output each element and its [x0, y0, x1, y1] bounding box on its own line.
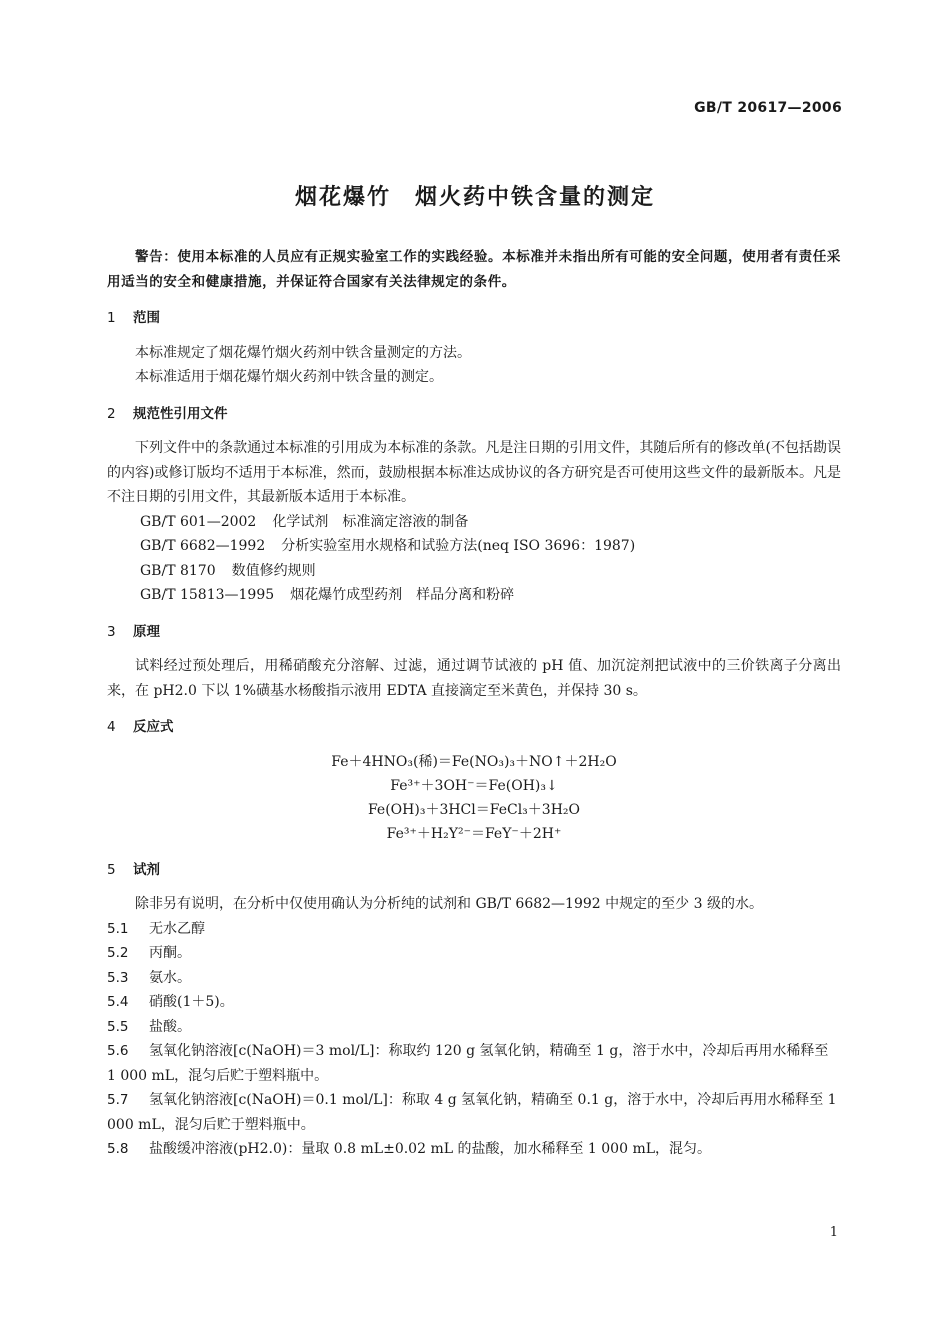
chemical-equation: Fe＋4HNO₃(稀)＝Fe(NO₃)₃＋NO↑＋2H₂O [331, 753, 617, 770]
section-number: 4 [107, 719, 116, 735]
reference-code: GB/T 6682—1992 [140, 538, 266, 554]
item-text: 盐酸。 [149, 1018, 191, 1035]
section-title: 原理 [133, 623, 160, 640]
reference-item [107, 534, 841, 559]
equation-block [107, 750, 841, 846]
section-heading-reaction [107, 715, 841, 740]
reference-item [107, 510, 841, 535]
reagent-item [107, 966, 841, 991]
chemical-equation: Fe³⁺＋H₂Y²⁻＝FeY⁻＋2H⁺ [386, 825, 562, 842]
document-body [107, 245, 841, 1162]
item-number: 5.7 [107, 1092, 129, 1108]
item-text: 氢氧化钠溶液[c(NaOH)＝0.1 mol/L]：称取 4 g 氢氧化钠，精确至 0.1 g，溶于水中，冷却后再用水稀释至 1 000 mL，混匀后贮于塑料瓶中。 [107, 1092, 837, 1133]
section-title: 规范性引用文件 [133, 405, 228, 422]
chemical-equation: Fe³⁺＋3OH⁻＝Fe(OH)₃↓ [390, 777, 558, 794]
item-number: 5.2 [107, 945, 129, 961]
section-number: 5 [107, 861, 116, 878]
section-heading-principle [107, 620, 841, 645]
refs-intro-paragraph: 下列文件中的条款通过本标准的引用成为本标准的条款。凡是注日期的引用文件，其随后所有的修改单(不包括勘误的内容)或修订版均不适用于本标准，然而，鼓励根据本标准达成协议的各方研究是否可使用这些文件的最新版本。凡是不注日期的引用文件，其最新版本适用于本标准。 [107, 440, 841, 505]
section-number: 2 [107, 405, 116, 422]
reference-name: 分析实验室用水规格和试验方法(neq ISO 3696：1987) [281, 538, 636, 554]
reference-name: 数值修约规则 [231, 562, 316, 579]
reagent-item [107, 917, 841, 942]
principle-paragraph: 试料经过预处理后，用稀硝酸充分溶解、过滤，通过调节试液的 pH 值、加沉淀剂把试液中的三价铁离子分离出来，在 pH2.0 下以 1%磺基水杨酸指示液用 EDTA 直接滴定至米黄色，并保持 30 s。 [107, 658, 841, 699]
section-title: 反应式 [133, 719, 174, 735]
item-text: 无水乙醇 [149, 920, 205, 937]
reference-item [107, 559, 841, 584]
item-number: 5.6 [107, 1043, 129, 1059]
reference-name: 烟花爆竹成型药剂 样品分离和粉碎 [290, 587, 515, 603]
reagent-item [107, 990, 841, 1015]
warning-paragraph: 警告：使用本标准的人员应有正规实验室工作的实践经验。本标准并未指出所有可能的安全问题，使用者有责任采用适当的安全和健康措施，并保证符合国家有关法律规定的条件。 [107, 249, 841, 290]
item-text: 氢氧化钠溶液[c(NaOH)＝3 mol/L]：称取约 120 g 氢氧化钠，精确至 1 g，溶于水中，冷却后再用水稀释至 1 000 mL，混匀后贮于塑料瓶中。 [107, 1043, 829, 1084]
item-number: 5.8 [107, 1141, 129, 1157]
section-heading-reagents [107, 858, 841, 883]
item-text: 硝酸(1＋5)。 [149, 994, 234, 1010]
section-number: 3 [107, 623, 116, 640]
reagent-item [107, 941, 841, 966]
reagent-item [107, 1088, 841, 1137]
reference-code: GB/T 601—2002 [140, 513, 257, 530]
chemical-equation: Fe(OH)₃＋3HCl＝FeCl₃＋3H₂O [367, 801, 580, 818]
reference-name: 化学试剂 标准滴定溶液的制备 [272, 513, 469, 530]
reagent-item [107, 1039, 841, 1088]
reagents-intro-paragraph: 除非另有说明，在分析中仅使用确认为分析纯的试剂和 GB/T 6682—1992 中规定的至少 3 级的水。 [135, 896, 763, 912]
scope-paragraph: 本标准规定了烟花爆竹烟火药剂中铁含量测定的方法。 [135, 344, 471, 361]
section-heading-scope [107, 306, 841, 331]
reference-item [107, 583, 841, 608]
section-number: 1 [107, 310, 116, 326]
section-title: 试剂 [133, 861, 160, 878]
item-text: 丙酮。 [149, 945, 191, 961]
item-number: 5.5 [107, 1018, 129, 1035]
item-number: 5.3 [107, 969, 129, 986]
document-title: 烟花爆竹 烟火药中铁含量的测定 [294, 185, 655, 210]
standard-code: GB/T 20617—2006 [694, 100, 842, 116]
section-title: 范围 [133, 310, 160, 326]
reference-code: GB/T 8170 [140, 562, 216, 579]
scope-paragraph: 本标准适用于烟花爆竹烟火药剂中铁含量的测定。 [135, 369, 443, 385]
item-text: 盐酸缓冲溶液(pH2.0)：量取 0.8 mL±0.02 mL 的盐酸，加水稀释至 1 000 mL，混匀。 [149, 1141, 712, 1157]
item-number: 5.4 [107, 994, 129, 1010]
section-heading-refs [107, 402, 841, 427]
item-number: 5.1 [107, 920, 129, 937]
item-text: 氨水。 [149, 969, 191, 986]
reference-code: GB/T 15813—1995 [140, 587, 275, 603]
reagent-item [107, 1137, 841, 1162]
page-number: 1 [829, 1225, 838, 1240]
reagent-item [107, 1015, 841, 1040]
